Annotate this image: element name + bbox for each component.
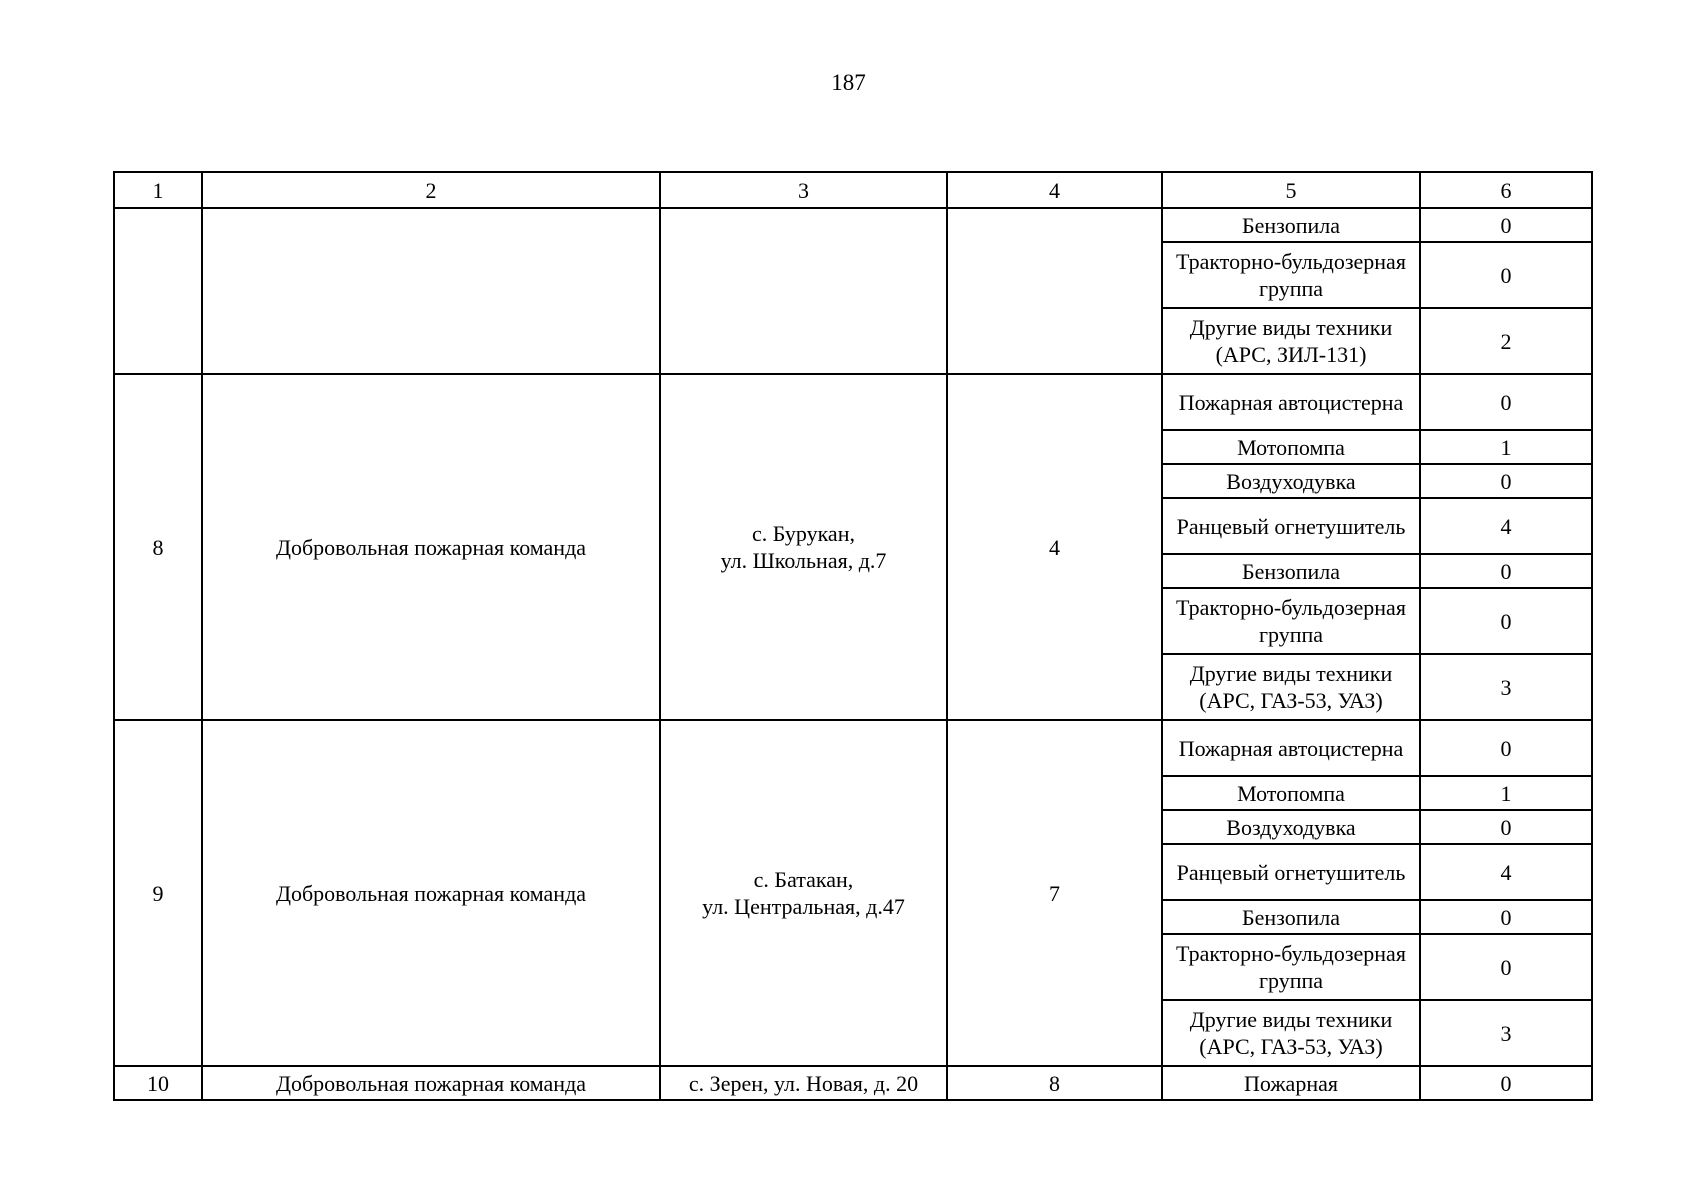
header-row	[114, 172, 1592, 208]
continuation-num-cell	[114, 208, 202, 374]
table-row	[114, 1066, 1592, 1100]
count-cell: 0	[1420, 810, 1592, 844]
continuation-personnel-cell	[947, 208, 1162, 374]
equipment-table	[113, 171, 1593, 1101]
equipment-cell: Ранцевый огнетушитель	[1162, 844, 1420, 900]
count-cell: 3	[1420, 654, 1592, 720]
header-cell-4: 4	[947, 172, 1162, 208]
header-cell-2: 2	[202, 172, 660, 208]
equipment-cell: Тракторно-бульдозерная группа	[1162, 242, 1420, 308]
equipment-cell: Другие виды техники (АРС, ГАЗ-53, УАЗ)	[1162, 654, 1420, 720]
equipment-cell: Воздуходувка	[1162, 464, 1420, 498]
address-cell: с. Зерен, ул. Новая, д. 20	[660, 1066, 947, 1100]
address-cell	[660, 720, 947, 1066]
address-cell	[660, 374, 947, 720]
header-cell-5: 5	[1162, 172, 1420, 208]
equipment-cell: Тракторно-бульдозерная группа	[1162, 934, 1420, 1000]
address-line-2: ул. Школьная, д.7	[720, 548, 887, 573]
equipment-cell: Бензопила	[1162, 900, 1420, 934]
count-cell: 0	[1420, 934, 1592, 1000]
header-cell-6: 6	[1420, 172, 1592, 208]
table-row	[114, 720, 1592, 776]
equipment-cell: Мотопомпа	[1162, 430, 1420, 464]
count-cell: 0	[1420, 900, 1592, 934]
count-cell: 0	[1420, 208, 1592, 242]
count-cell: 0	[1420, 464, 1592, 498]
equipment-cell: Другие виды техники (АРС, ГАЗ-53, УАЗ)	[1162, 1000, 1420, 1066]
organization-name-cell: Добровольная пожарная команда	[202, 720, 660, 1066]
equipment-cell: Мотопомпа	[1162, 776, 1420, 810]
equipment-cell: Бензопила	[1162, 554, 1420, 588]
table-row	[114, 374, 1592, 430]
equipment-cell: Тракторно-бульдозерная группа	[1162, 588, 1420, 654]
count-cell: 3	[1420, 1000, 1592, 1066]
organization-name-cell: Добровольная пожарная команда	[202, 374, 660, 720]
row-num-cell: 9	[114, 720, 202, 1066]
equipment-cell: Бензопила	[1162, 208, 1420, 242]
count-cell: 0	[1420, 554, 1592, 588]
address-line-1: с. Бурукан,	[752, 521, 855, 546]
equipment-cell: Пожарная автоцистерна	[1162, 720, 1420, 776]
row-num-cell: 10	[114, 1066, 202, 1100]
row-num-cell: 8	[114, 374, 202, 720]
personnel-cell: 8	[947, 1066, 1162, 1100]
count-cell: 2	[1420, 308, 1592, 374]
personnel-cell: 4	[947, 374, 1162, 720]
count-cell: 0	[1420, 720, 1592, 776]
count-cell: 4	[1420, 498, 1592, 554]
equipment-cell: Пожарная автоцистерна	[1162, 374, 1420, 430]
page-number: 187	[831, 70, 866, 95]
count-cell: 4	[1420, 844, 1592, 900]
continuation-address-cell	[660, 208, 947, 374]
header-cell-1: 1	[114, 172, 202, 208]
equipment-cell: Другие виды техники (АРС, ЗИЛ-131)	[1162, 308, 1420, 374]
count-cell: 1	[1420, 776, 1592, 810]
count-cell: 1	[1420, 430, 1592, 464]
continuation-name-cell	[202, 208, 660, 374]
count-cell: 0	[1420, 242, 1592, 308]
table-row	[114, 208, 1592, 242]
address-line-2: ул. Центральная, д.47	[702, 894, 905, 919]
organization-name-cell: Добровольная пожарная команда	[202, 1066, 660, 1100]
count-cell: 0	[1420, 1066, 1592, 1100]
header-cell-3: 3	[660, 172, 947, 208]
equipment-cell: Воздуходувка	[1162, 810, 1420, 844]
count-cell: 0	[1420, 374, 1592, 430]
personnel-cell: 7	[947, 720, 1162, 1066]
equipment-cell: Ранцевый огнетушитель	[1162, 498, 1420, 554]
count-cell: 0	[1420, 588, 1592, 654]
equipment-cell: Пожарная	[1162, 1066, 1420, 1100]
address-line-1: с. Батакан,	[753, 867, 854, 892]
